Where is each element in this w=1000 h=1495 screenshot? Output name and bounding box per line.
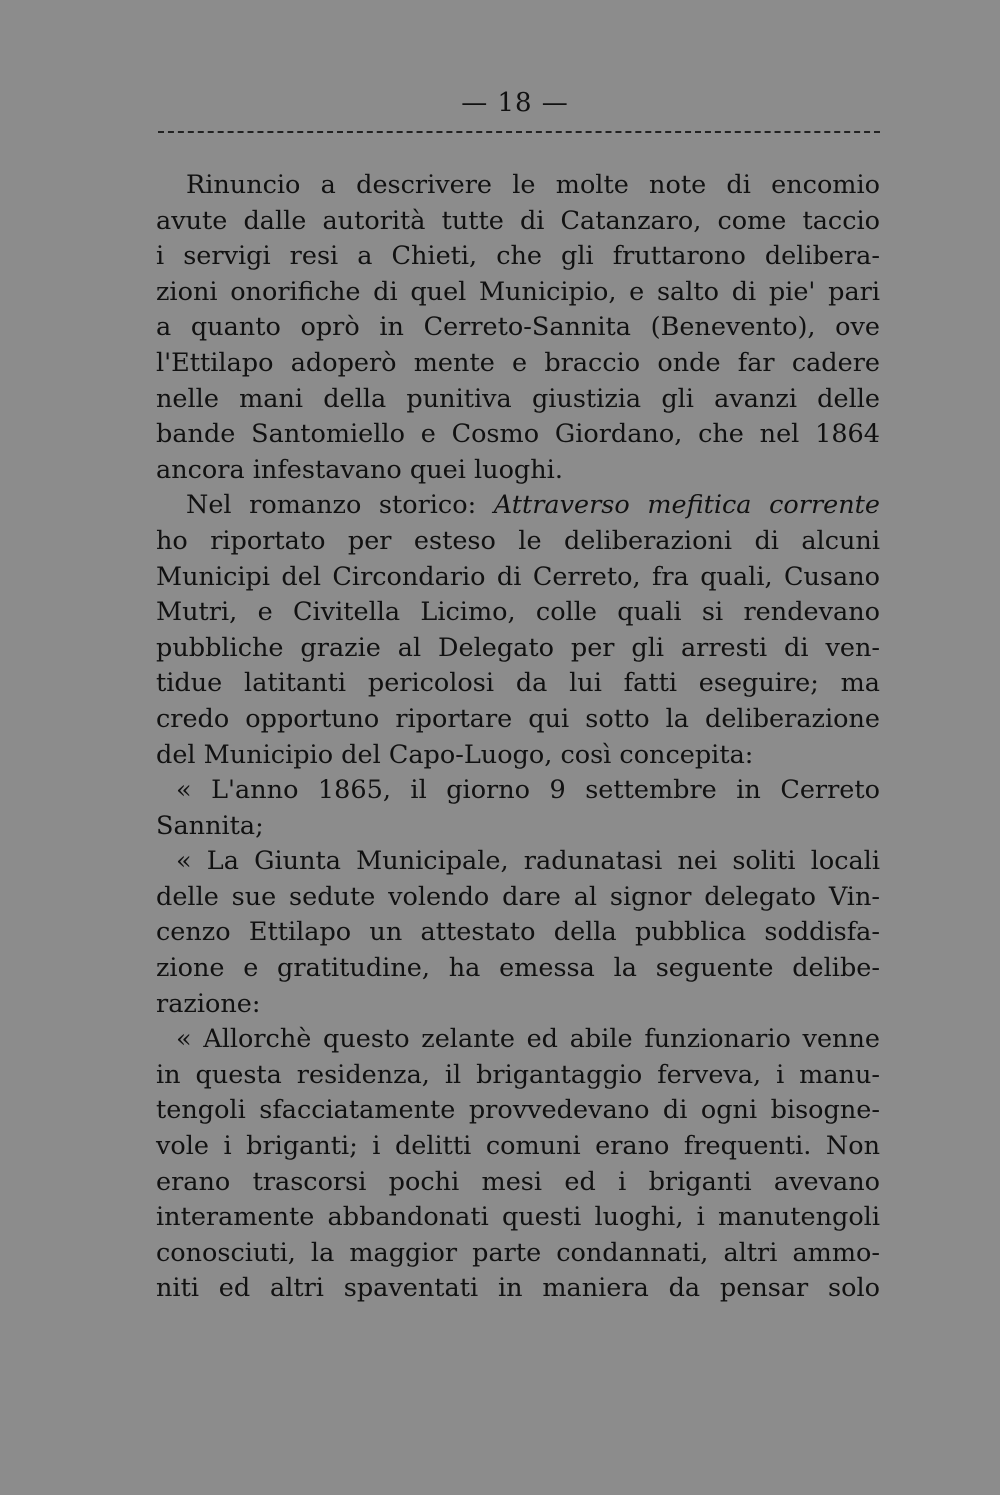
text-line (156, 702, 880, 738)
text-line (156, 1093, 880, 1129)
text-line-content: niti ed altri spaventati in maniera da pensar solo (156, 1273, 880, 1304)
text-line (156, 1165, 880, 1201)
text-line (156, 809, 880, 845)
text-line-content: Mutri, e Civitella Licimo, colle quali si rendevano (156, 597, 880, 628)
text-line-content: ho riportato per esteso le deliberazioni di alcuni (156, 525, 880, 556)
text-line-content: a quanto oprò in Cerreto-Sannita (Benevento), ove (156, 312, 880, 343)
text-line (156, 310, 880, 346)
text-line (156, 738, 880, 774)
text-line-content: i servigi resi a Chieti, che gli fruttarono delibera- (156, 241, 880, 272)
text-line (156, 773, 880, 809)
text-line-content: zioni onorifiche di quel Municipio, e salto di pie' pari (156, 276, 880, 307)
text-line (156, 880, 880, 916)
text-line (156, 524, 880, 560)
text-line-content: tidue latitanti pericolosi da lui fatti eseguire; ma (156, 668, 880, 699)
text-line-content: vole i briganti; i delitti comuni erano frequenti. Non (156, 1131, 880, 1162)
text-line-content: razione: (156, 988, 261, 1019)
text-line-content: avute dalle autorità tutte di Catanzaro, come taccio (156, 205, 880, 236)
text-line (156, 1129, 880, 1165)
text-line-content: ancora infestavano quei luoghi. (156, 454, 563, 485)
text-line (156, 168, 880, 204)
text-line-content: interamente abbandonati questi luoghi, i manutengoli (156, 1202, 880, 1233)
text-line-content: in questa residenza, il brigantaggio ferveva, i manu- (156, 1059, 880, 1090)
text-line-content: Municipi del Circondario di Cerreto, fra quali, Cusano (156, 561, 880, 592)
text-line (156, 382, 880, 418)
text-line-content: Nel romanzo storico: (186, 490, 477, 521)
text-line-content: bande Santomiello e Cosmo Giordano, che nel 1864 (156, 419, 880, 450)
text-line (156, 275, 880, 311)
text-line-content: nelle mani della punitiva giustizia gli avanzi delle (156, 383, 880, 414)
text-line-content: « Allorchè questo zelante ed abile funzionario venne (176, 1024, 880, 1055)
header-divider (158, 131, 880, 133)
text-line (156, 1271, 880, 1307)
body-text (156, 168, 880, 1307)
text-line (156, 417, 880, 453)
text-line-content: del Municipio del Capo-Luogo, così concepita: (156, 739, 754, 770)
text-line-content: delle sue sedute volendo dare al signor delegato Vin- (156, 881, 880, 912)
text-line-content: tengoli sfacciatamente provvedevano di ogni bisogne- (156, 1095, 880, 1126)
text-line (156, 1022, 880, 1058)
text-line (156, 987, 880, 1023)
page-number: — 18 — (461, 88, 569, 118)
text-line (156, 951, 880, 987)
text-line (156, 595, 880, 631)
text-line (156, 453, 880, 489)
text-line (156, 915, 880, 951)
text-line (156, 666, 880, 702)
text-line-content: « La Giunta Municipale, radunatasi nei soliti locali (176, 846, 880, 877)
text-line (156, 844, 880, 880)
text-line (156, 488, 880, 524)
text-line (156, 560, 880, 596)
text-line-content: « L'anno 1865, il giorno 9 settembre in Cerreto (176, 775, 880, 806)
text-line-content: erano trascorsi pochi mesi ed i briganti avevano (156, 1166, 880, 1197)
text-line-content: pubbliche grazie al Delegato per gli arresti di ven- (156, 632, 880, 663)
text-line-content: l'Ettilapo adoperò mente e braccio onde far cadere (156, 347, 880, 378)
text-line-content: credo opportuno riportare qui sotto la deliberazione (156, 703, 880, 734)
text-line (156, 1200, 880, 1236)
text-line (156, 1058, 880, 1094)
text-line-content: zione e gratitudine, ha emessa la seguente delibe- (156, 953, 880, 984)
text-line-content: Sannita; (156, 810, 264, 841)
book-title: Attraverso mefitica corrente (493, 490, 880, 521)
text-line (156, 346, 880, 382)
text-line-content: cenzo Ettilapo un attestato della pubblica soddisfa- (156, 917, 880, 948)
text-line-content: Rinuncio a descrivere le molte note di encomio (186, 170, 880, 200)
text-line-content: conosciuti, la maggior parte condannati, altri ammo- (156, 1237, 880, 1268)
text-line (156, 631, 880, 667)
text-line (156, 239, 880, 275)
text-line (156, 1236, 880, 1272)
text-line (156, 204, 880, 240)
